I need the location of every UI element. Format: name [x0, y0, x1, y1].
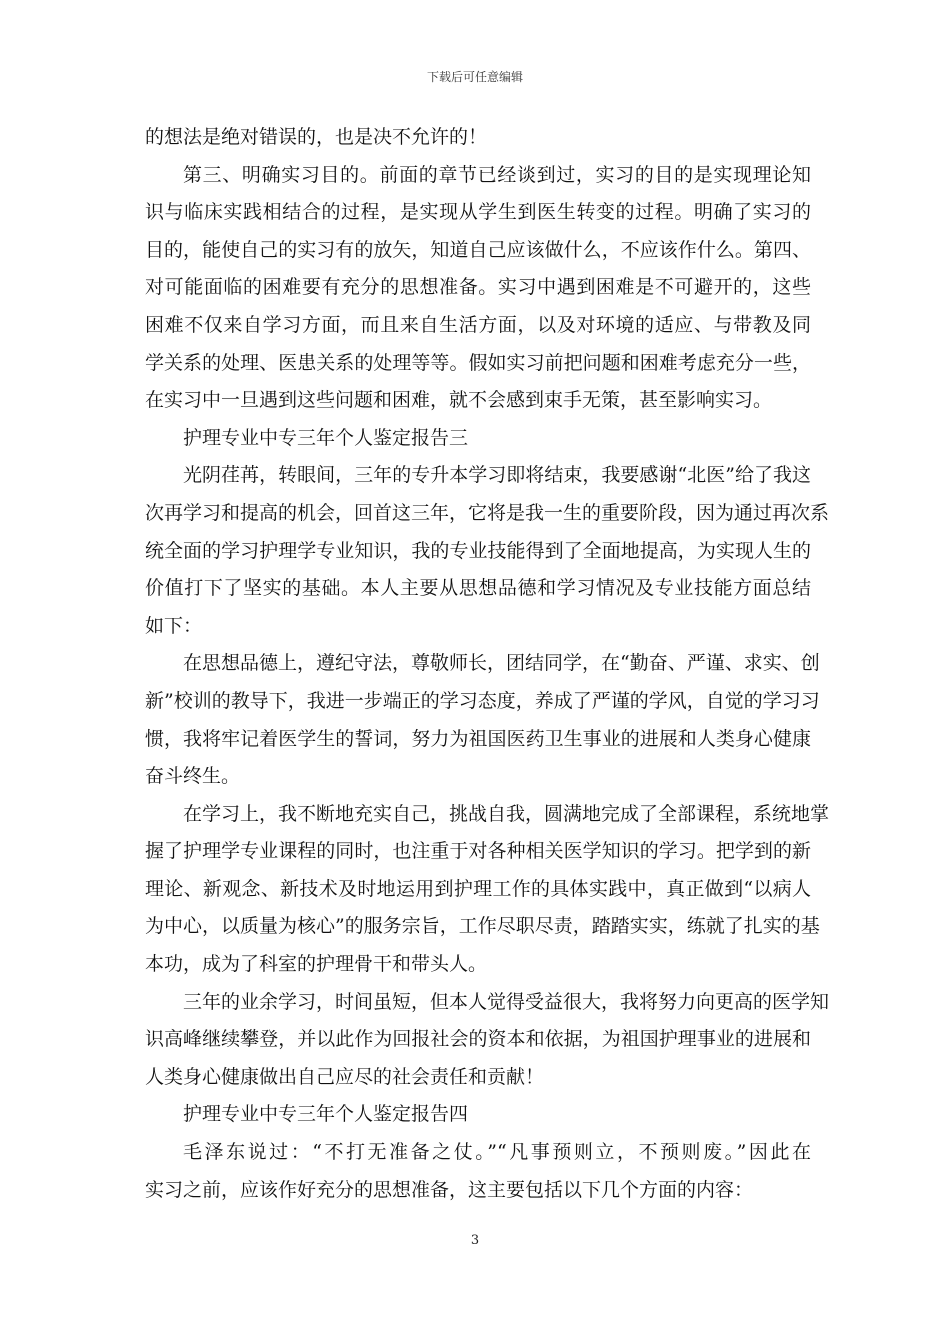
text-line: 识与临床实践相结合的过程，是实现从学生到医生转变的过程。明确了实习的	[145, 201, 811, 224]
text-line: 握了护理学专业课程的同时，也注重于对各种相关医学知识的学习。把学到的新	[145, 840, 811, 863]
text-line: 新”校训的教导下，我进一步端正的学习态度，养成了严谨的学风，自觉的学习习	[145, 689, 820, 712]
text-line: 光阴荏苒，转眼间，三年的专升本学习即将结束，我要感谢“北医”给了我这	[183, 464, 811, 487]
page-header: 下载后可任意编辑	[426, 70, 523, 84]
text-line: 在实习中一旦遇到这些问题和困难，就不会感到束手无策，甚至影响实习。	[145, 389, 773, 412]
document-body	[145, 119, 830, 1209]
text-line: 为中心，以质量为核心”的服务宗旨，工作尽职尽责，踏踏实实，练就了扎实的基	[145, 915, 820, 938]
text-line: 的想法是绝对错误的，也是决不允许的！	[145, 126, 488, 148]
text-line: 如下：	[145, 614, 203, 637]
text-line: 识高峰继续攀登，并以此作为回报社会的资本和依据，为祖国护理事业的进展和	[145, 1028, 811, 1051]
page-number: 3	[470, 1233, 480, 1248]
text-line: 价值打下了坚实的基础。本人主要从思想品德和学习情况及专业技能方面总结	[145, 577, 811, 600]
text-line: 毛泽东说过：“不打无准备之仗。”“凡事预则立，不预则废。”因此在	[183, 1141, 811, 1164]
text-line: 实习之前，应该作好充分的思想准备，这主要包括以下几个方面的内容：	[145, 1178, 754, 1201]
text-line: 理论、新观念、新技术及时地运用到护理工作的具体实践中，真正做到“以病人	[145, 877, 811, 900]
text-line: 人类身心健康做出自己应尽的社会责任和贡献！	[145, 1065, 545, 1088]
text-line: 统全面的学习护理学专业知识，我的专业技能得到了全面地提高，为实现人生的	[145, 539, 811, 562]
text-line: 在学习上，我不断地充实自己，挑战自我，圆满地完成了全部课程，系统地掌	[183, 802, 830, 825]
section-heading: 护理专业中专三年个人鉴定报告三	[183, 426, 469, 449]
text-line: 对可能面临的困难要有充分的思想准备。实习中遇到困难是不可避开的，这些	[145, 276, 811, 299]
text-line: 本功，成为了科室的护理骨干和带头人。	[145, 953, 488, 976]
text-line: 第三、明确实习目的。前面的章节已经谈到过，实习的目的是实现理论知	[183, 163, 811, 186]
section-heading: 护理专业中专三年个人鉴定报告四	[183, 1103, 469, 1126]
text-line: 奋斗终生。	[145, 765, 241, 788]
text-line: 惯，我将牢记着医学生的誓词，努力为祖国医药卫生事业的进展和人类身心健康	[145, 727, 811, 750]
text-line: 目的，能使自己的实习有的放矢，知道自己应该做什么，不应该作什么。第四、	[145, 238, 811, 261]
text-line: 在思想品德上，遵纪守法，尊敬师长，团结同学，在“勤奋、严谨、求实、创	[183, 652, 820, 675]
text-line: 三年的业余学习，时间虽短，但本人觉得受益很大，我将努力向更高的医学知	[183, 990, 830, 1013]
text-line: 学关系的处理、医患关系的处理等等。假如实习前把问题和困难考虑充分一些，	[145, 351, 811, 374]
text-line: 困难不仅来自学习方面，而且来自生活方面，以及对环境的适应、与带教及同	[145, 313, 811, 336]
text-line: 次再学习和提高的机会，回首这三年，它将是我一生的重要阶段，因为通过再次系	[145, 501, 830, 524]
